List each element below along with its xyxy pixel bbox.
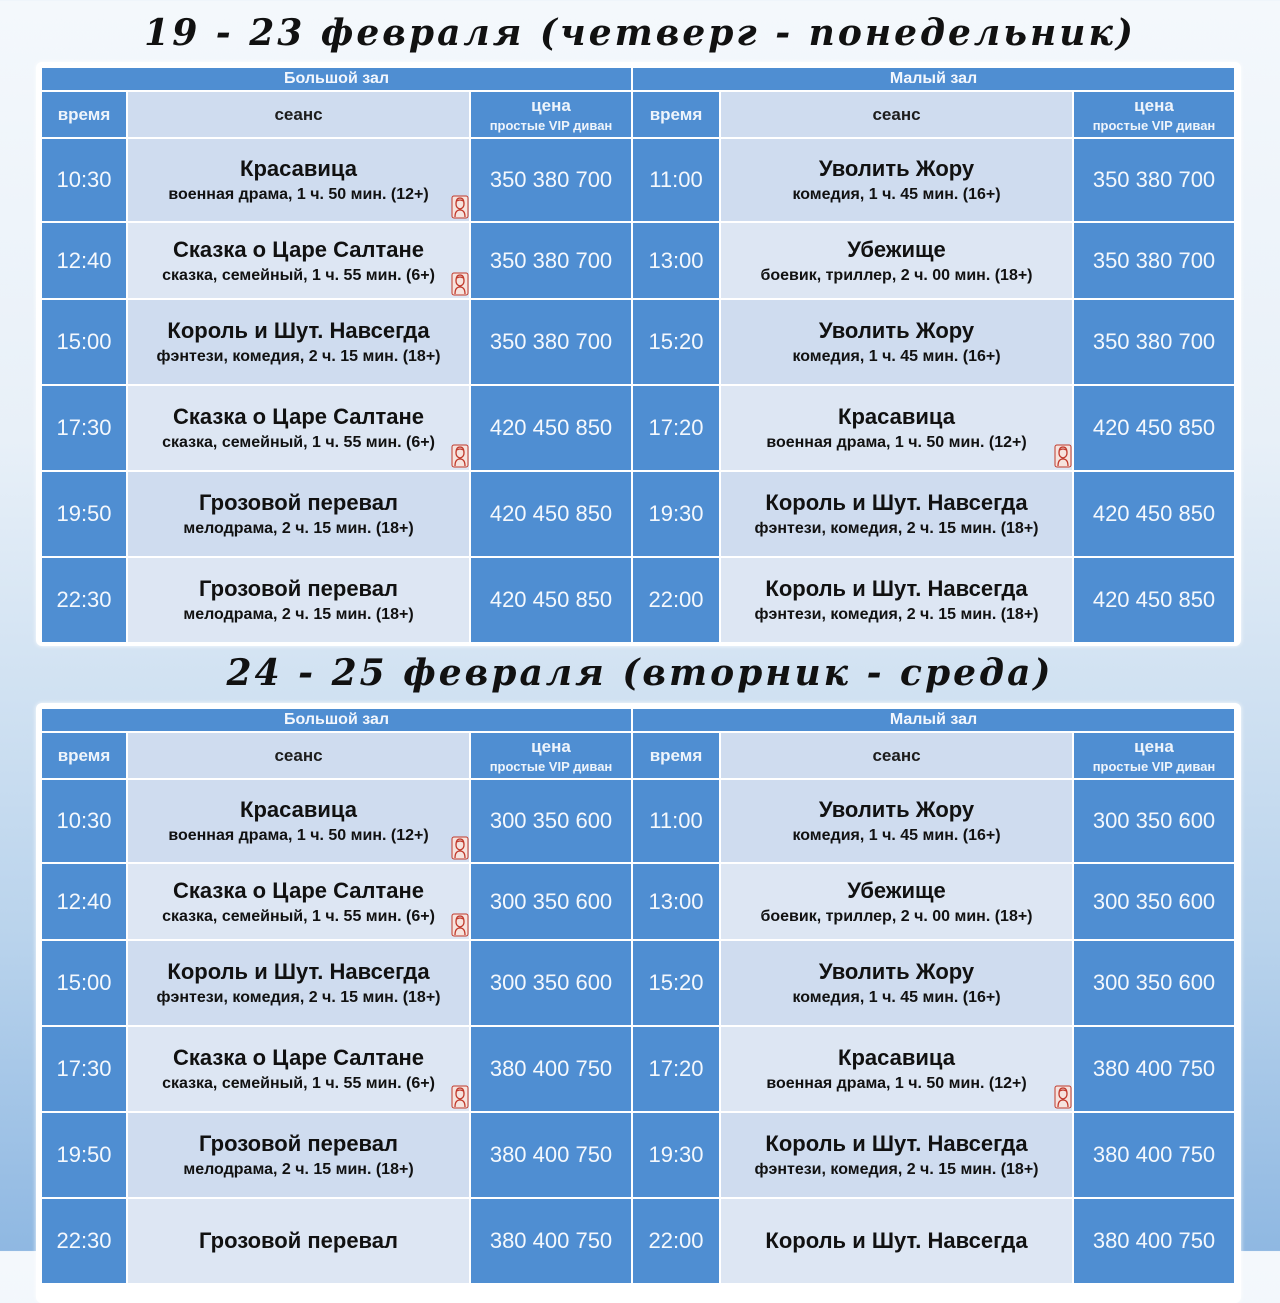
film-title: Грозовой перевал — [199, 490, 398, 515]
column-header-price-label: цена — [1134, 737, 1174, 756]
session-time: 11:00 — [633, 139, 719, 221]
column-header-price-label: цена — [1134, 96, 1174, 115]
schedule-frame-2 — [36, 703, 1241, 1303]
pushkin-card-icon — [451, 195, 469, 219]
film-description: военная драма, 1 ч. 50 мин. (12+) — [168, 827, 429, 844]
pushkin-card-icon — [1054, 444, 1072, 468]
session-price: 350 380 700 — [1074, 300, 1234, 384]
pushkin-card-icon — [451, 1085, 469, 1109]
film-cell[interactable] — [721, 864, 1072, 939]
film-description: фэнтези, комедия, 2 ч. 15 мин. (18+) — [754, 1161, 1039, 1178]
film-description: мелодрама, 2 ч. 15 мин. (18+) — [183, 520, 414, 537]
column-header-session-label: сеанс — [872, 104, 921, 124]
film-description: военная драма, 1 ч. 50 мин. (12+) — [766, 434, 1027, 451]
session-price: 420 450 850 — [471, 472, 631, 556]
session-price: 380 400 750 — [1074, 1199, 1234, 1283]
film-title: Сказка о Царе Салтане — [172, 404, 425, 429]
column-header-time — [633, 733, 719, 778]
film-title: Красавица — [838, 1045, 955, 1070]
session-time: 11:00 — [633, 780, 719, 862]
session-time: 17:30 — [42, 1027, 126, 1111]
film-cell[interactable] — [128, 223, 469, 298]
film-title: Король и Шут. Навсегда — [167, 318, 430, 343]
session-price: 350 380 700 — [471, 300, 631, 384]
column-header-price — [471, 92, 631, 137]
session-price: 420 450 850 — [471, 558, 631, 642]
session-price: 350 380 700 — [471, 139, 631, 221]
hall-title-small: Малый зал — [633, 709, 1234, 731]
film-title: Грозовой перевал — [199, 1131, 398, 1156]
session-time: 17:20 — [633, 386, 719, 470]
film-title: Уволить Жору — [818, 797, 975, 822]
session-price: 380 400 750 — [1074, 1113, 1234, 1197]
film-description: комедия, 1 ч. 45 мин. (16+) — [792, 348, 1001, 365]
film-title: Грозовой перевал — [199, 1228, 398, 1253]
film-cell[interactable] — [128, 386, 469, 470]
film-title: Красавица — [240, 797, 357, 822]
session-time: 10:30 — [42, 139, 126, 221]
session-time: 22:00 — [633, 558, 719, 642]
session-time: 15:20 — [633, 300, 719, 384]
session-price: 300 350 600 — [471, 780, 631, 862]
film-description: сказка, семейный, 1 ч. 55 мин. (6+) — [162, 907, 435, 925]
film-description: фэнтези, комедия, 2 ч. 15 мин. (18+) — [156, 348, 441, 365]
film-cell[interactable] — [128, 1113, 469, 1197]
film-description: боевик, триллер, 2 ч. 00 мин. (18+) — [760, 266, 1033, 284]
session-price: 420 450 850 — [1074, 558, 1234, 642]
pushkin-card-icon — [451, 272, 469, 296]
session-price: 380 400 750 — [471, 1027, 631, 1111]
film-cell[interactable] — [128, 472, 469, 556]
film-cell[interactable] — [721, 558, 1072, 642]
session-time: 19:30 — [633, 472, 719, 556]
column-header-session — [721, 92, 1072, 137]
film-title: Сказка о Царе Салтане — [172, 236, 425, 262]
session-price: 420 450 850 — [471, 386, 631, 470]
session-time: 13:00 — [633, 223, 719, 298]
film-cell[interactable] — [128, 300, 469, 384]
film-description: комедия, 1 ч. 45 мин. (16+) — [792, 827, 1001, 844]
pushkin-card-icon — [451, 913, 469, 937]
column-header-time — [42, 92, 126, 137]
film-description: фэнтези, комедия, 2 ч. 15 мин. (18+) — [754, 606, 1039, 623]
column-header-time-label: время — [57, 104, 111, 124]
schedule-grid-1 — [42, 68, 1234, 642]
column-header-time — [42, 733, 126, 778]
session-price: 300 350 600 — [471, 941, 631, 1025]
column-header-session-label: сеанс — [872, 745, 921, 765]
film-description: сказка, семейный, 1 ч. 55 мин. (6+) — [162, 266, 435, 284]
film-cell[interactable] — [721, 386, 1072, 470]
film-description: комедия, 1 ч. 45 мин. (16+) — [792, 989, 1001, 1006]
film-title: Уволить Жору — [818, 318, 975, 343]
session-time: 12:40 — [42, 864, 126, 939]
film-description: военная драма, 1 ч. 50 мин. (12+) — [168, 186, 429, 203]
film-title: Король и Шут. Навсегда — [765, 576, 1028, 601]
session-price: 300 350 600 — [1074, 864, 1234, 939]
pushkin-card-icon — [451, 444, 469, 468]
pushkin-card-icon — [1054, 1085, 1072, 1109]
column-header-price — [1074, 733, 1234, 778]
session-price: 380 400 750 — [471, 1199, 631, 1283]
section-title-1: 19 - 23 февраля (четверг - понедельник) — [144, 12, 1136, 54]
film-title: Сказка о Царе Салтане — [172, 1045, 425, 1070]
film-cell[interactable] — [128, 1199, 469, 1283]
schedule-frame-1 — [36, 62, 1241, 646]
film-cell[interactable] — [128, 558, 469, 642]
film-cell[interactable] — [128, 864, 469, 939]
film-title: Король и Шут. Навсегда — [765, 1131, 1028, 1156]
session-price: 350 380 700 — [1074, 139, 1234, 221]
hall-title-small: Малый зал — [633, 68, 1234, 90]
session-time: 22:00 — [633, 1199, 719, 1283]
film-description: сказка, семейный, 1 ч. 55 мин. (6+) — [162, 434, 435, 451]
session-time: 10:30 — [42, 780, 126, 862]
film-title: Уволить Жору — [818, 156, 975, 181]
film-description: фэнтези, комедия, 2 ч. 15 мин. (18+) — [156, 989, 441, 1006]
column-header-price-label: цена — [531, 96, 571, 115]
session-time: 19:30 — [633, 1113, 719, 1197]
session-price: 300 350 600 — [1074, 941, 1234, 1025]
session-time: 19:50 — [42, 472, 126, 556]
session-price: 350 380 700 — [1074, 223, 1234, 298]
film-cell[interactable] — [721, 139, 1072, 221]
pushkin-card-icon — [451, 836, 469, 860]
column-header-session — [721, 733, 1072, 778]
film-cell[interactable] — [721, 941, 1072, 1025]
column-header-price-sub: простые VIP диван — [1092, 759, 1216, 774]
column-header-time-label: время — [649, 104, 703, 124]
film-title: Убежище — [847, 877, 946, 903]
film-cell[interactable] — [128, 1027, 469, 1111]
column-header-session — [128, 92, 469, 137]
section-title-2: 24 - 25 февраля (вторник - среда) — [226, 652, 1054, 694]
session-price: 420 450 850 — [1074, 472, 1234, 556]
film-title: Убежище — [847, 236, 946, 262]
hall-title-big: Большой зал — [42, 68, 631, 90]
film-title: Король и Шут. Навсегда — [765, 1228, 1028, 1253]
session-price: 300 350 600 — [471, 864, 631, 939]
session-time: 13:00 — [633, 864, 719, 939]
session-time: 22:30 — [42, 1199, 126, 1283]
film-description: фэнтези, комедия, 2 ч. 15 мин. (18+) — [754, 520, 1039, 537]
column-header-time-label: время — [649, 745, 703, 765]
film-cell[interactable] — [721, 1113, 1072, 1197]
film-description: сказка, семейный, 1 ч. 55 мин. (6+) — [162, 1075, 435, 1092]
schedule-grid-2 — [42, 709, 1234, 1283]
column-header-price-sub: простые VIP диван — [1092, 118, 1216, 133]
hall-title-big: Большой зал — [42, 709, 631, 731]
film-cell[interactable] — [128, 941, 469, 1025]
column-header-price — [1074, 92, 1234, 137]
column-header-session — [128, 733, 469, 778]
film-cell[interactable] — [721, 780, 1072, 862]
film-cell[interactable] — [721, 1027, 1072, 1111]
film-title: Король и Шут. Навсегда — [167, 959, 430, 984]
column-header-price-sub: простые VIP диван — [489, 118, 613, 133]
column-header-price — [471, 733, 631, 778]
session-time: 15:20 — [633, 941, 719, 1025]
session-price: 380 400 750 — [471, 1113, 631, 1197]
session-time: 12:40 — [42, 223, 126, 298]
film-title: Сказка о Царе Салтане — [172, 877, 425, 903]
session-price: 350 380 700 — [471, 223, 631, 298]
session-time: 15:00 — [42, 941, 126, 1025]
film-cell[interactable] — [721, 472, 1072, 556]
session-time: 22:30 — [42, 558, 126, 642]
session-time: 17:20 — [633, 1027, 719, 1111]
column-header-time — [633, 92, 719, 137]
film-cell[interactable] — [721, 300, 1072, 384]
session-time: 17:30 — [42, 386, 126, 470]
film-title: Красавица — [838, 404, 955, 429]
session-price: 380 400 750 — [1074, 1027, 1234, 1111]
film-description: мелодрама, 2 ч. 15 мин. (18+) — [183, 1161, 414, 1178]
film-title: Уволить Жору — [818, 959, 975, 984]
film-cell[interactable] — [721, 223, 1072, 298]
film-description: мелодрама, 2 ч. 15 мин. (18+) — [183, 606, 414, 623]
column-header-time-label: время — [57, 745, 111, 765]
session-time: 15:00 — [42, 300, 126, 384]
column-header-session-label: сеанс — [274, 745, 323, 765]
film-cell[interactable] — [128, 780, 469, 862]
film-description: комедия, 1 ч. 45 мин. (16+) — [792, 186, 1001, 203]
session-price: 420 450 850 — [1074, 386, 1234, 470]
column-header-price-label: цена — [531, 737, 571, 756]
column-header-session-label: сеанс — [274, 104, 323, 124]
film-title: Красавица — [240, 156, 357, 181]
film-cell[interactable] — [128, 139, 469, 221]
column-header-price-sub: простые VIP диван — [489, 759, 613, 774]
film-title: Король и Шут. Навсегда — [765, 490, 1028, 515]
film-description: военная драма, 1 ч. 50 мин. (12+) — [766, 1075, 1027, 1092]
film-title: Грозовой перевал — [199, 576, 398, 601]
session-time: 19:50 — [42, 1113, 126, 1197]
film-description: боевик, триллер, 2 ч. 00 мин. (18+) — [760, 907, 1033, 925]
film-cell[interactable] — [721, 1199, 1072, 1283]
session-price: 300 350 600 — [1074, 780, 1234, 862]
